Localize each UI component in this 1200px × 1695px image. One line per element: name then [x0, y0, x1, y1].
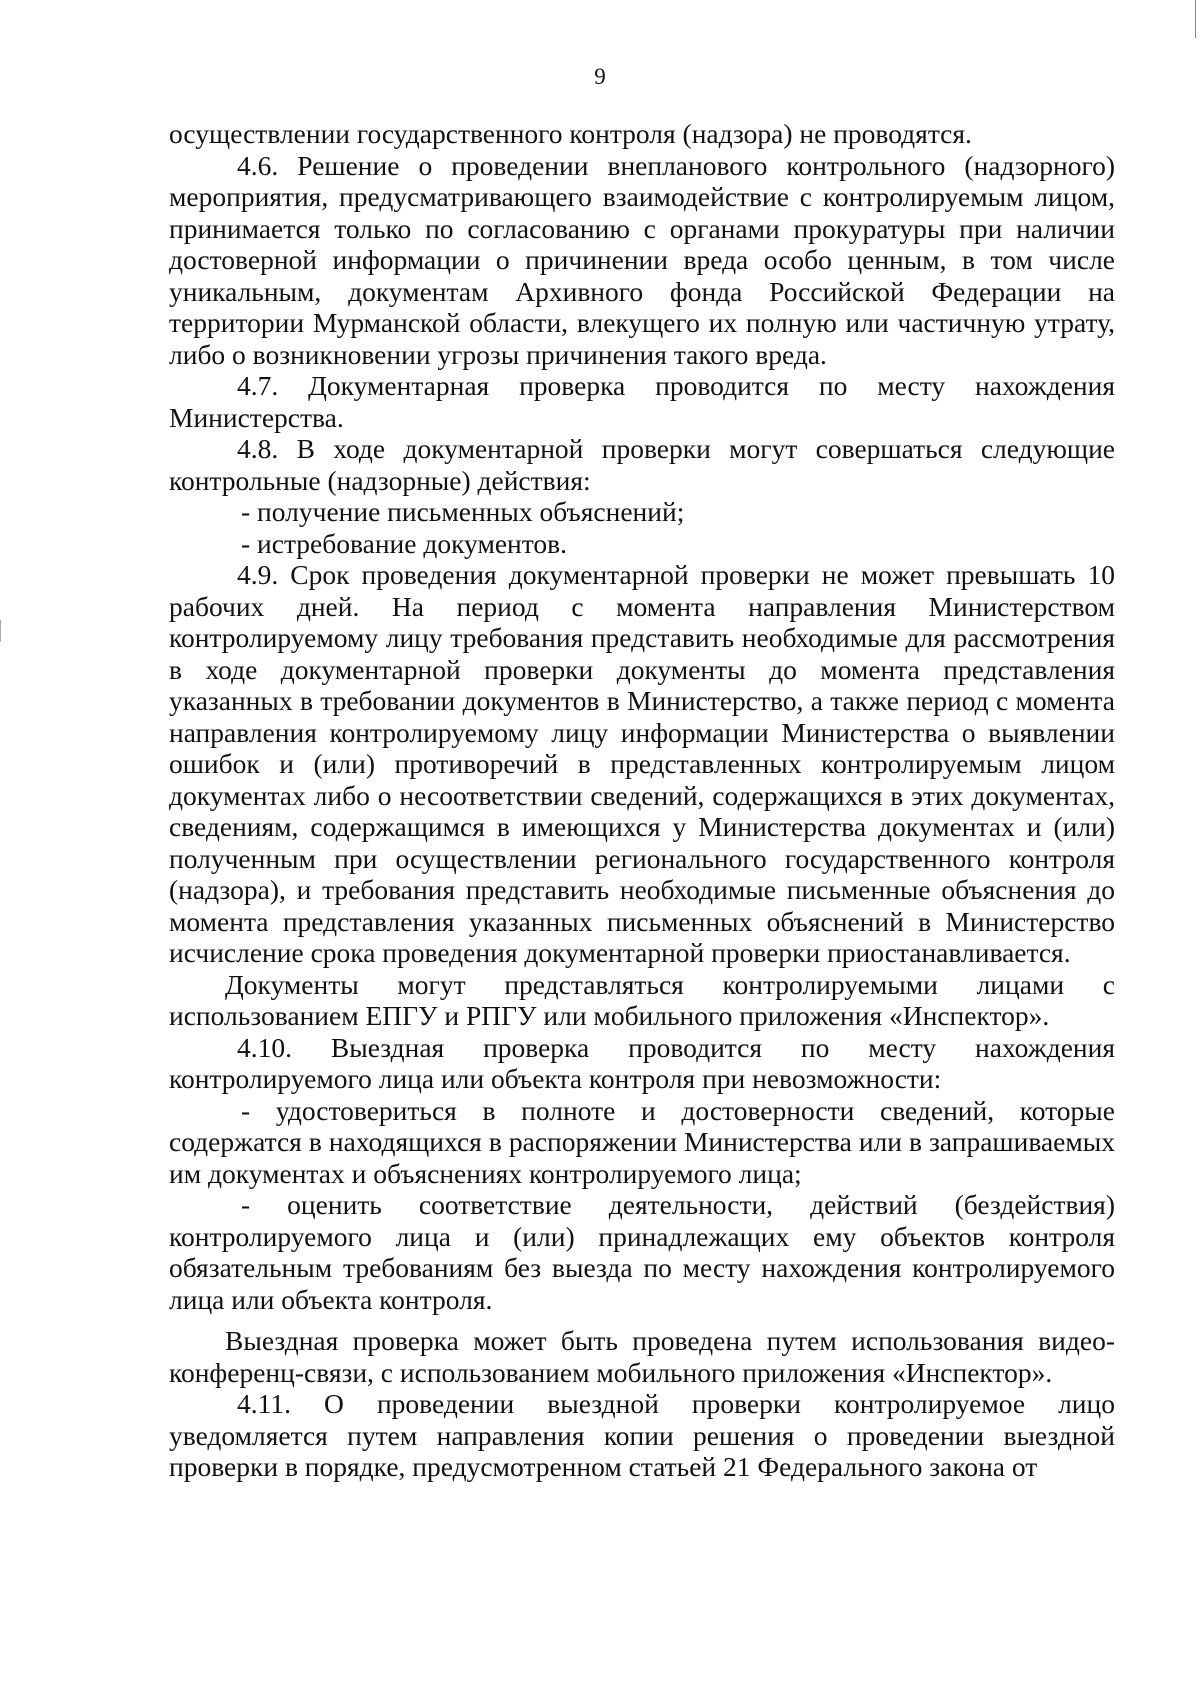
page-number: 9 [594, 64, 606, 89]
paragraph-on-site-check: Выездная проверка может быть проведена путем использования видео-конференц-связи, с использованием мобильного приложения «Инспектор». [169, 1325, 1115, 1388]
scan-edge-mark [0, 620, 1, 642]
list-item: - истребование документов. [241, 527, 568, 559]
list-item: - оценить соответствие деятельности, действий (бездействия) контролируемого лица и (или) принадлежащих ему объектов контроля обязательным требованиям без выезда по месту нахождения контролируемого лица или объекта контроля. [169, 1189, 1115, 1315]
paragraph-4-6: 4.6. Решение о проведении внепланового контрольного (надзорного) мероприятия, предусматривающего взаимодействие с контролируемым лицом, принимается только по согласованию с органами прокуратуры при наличии достоверной информации о причинении вреда особо ценным, в том числе уникальным, документам Архивного фонда Российской Федерации на территории Мурманской области, влекущего их полную или частичную утрату, либо о возникновении угрозы причинения такого вреда. [169, 149, 1115, 370]
paragraph-4-10: 4.10. Выездная проверка проводится по месту нахождения контролируемого лица или объекта контроля при невозможности: [169, 1031, 1115, 1094]
paragraph-documents: Документы могут представляться контролируемыми лицами с использованием ЕПГУ и РПГУ или мобильного приложения «Инспектор». [169, 968, 1115, 1031]
list-item: - получение письменных объяснений; [241, 496, 685, 527]
document-body [169, 118, 1115, 1483]
scan-edge-mark [1195, 0, 1196, 38]
paragraph-4-9: 4.9. Срок проведения документарной проверки не может превышать 10 рабочих дней. На период с момента направления Министерством контролируемому лицу требования представить необходимые для рассмотрения в ходе документарной проверки документы до момента представления указанных в требовании документов в Министерство, а также период с момента направления контролируемому лицу информации Министерства о выявлении ошибок и (или) противоречий в представленных контролируемым лицом документах либо о несоответствии сведений, содержащихся в этих документах, сведениям, содержащимся в имеющихся у Министерства документах и (или) полученным при осуществлении регионального государственного контроля (надзора), и требования представить необходимые письменные объяснения до момента представления указанных письменных объяснений в Министерство исчисление срока проведения документарной проверки приостанавливается. [169, 559, 1115, 968]
list-item: - удостовериться в полноте и достоверности сведений, которые содержатся в находящихся в распоряжении Министерства или в запрашиваемых им документах и объяснениях контролируемого лица; [169, 1094, 1115, 1189]
paragraph-4-8: 4.8. В ходе документарной проверки могут совершаться следующие контрольные (надзорные) действия: [169, 433, 1115, 496]
paragraph-4-7: 4.7. Документарная проверка проводится по месту нахождения Министерства. [169, 370, 1115, 433]
paragraph-continuation: осуществлении государственного контроля (надзора) не проводятся. [169, 118, 972, 149]
paragraph-4-11: 4.11. О проведении выездной проверки контролируемое лицо уведомляется путем направления копии решения о проведении выездной проверки в порядке, предусмотренном статьей 21 Федерального закона от [169, 1388, 1115, 1482]
